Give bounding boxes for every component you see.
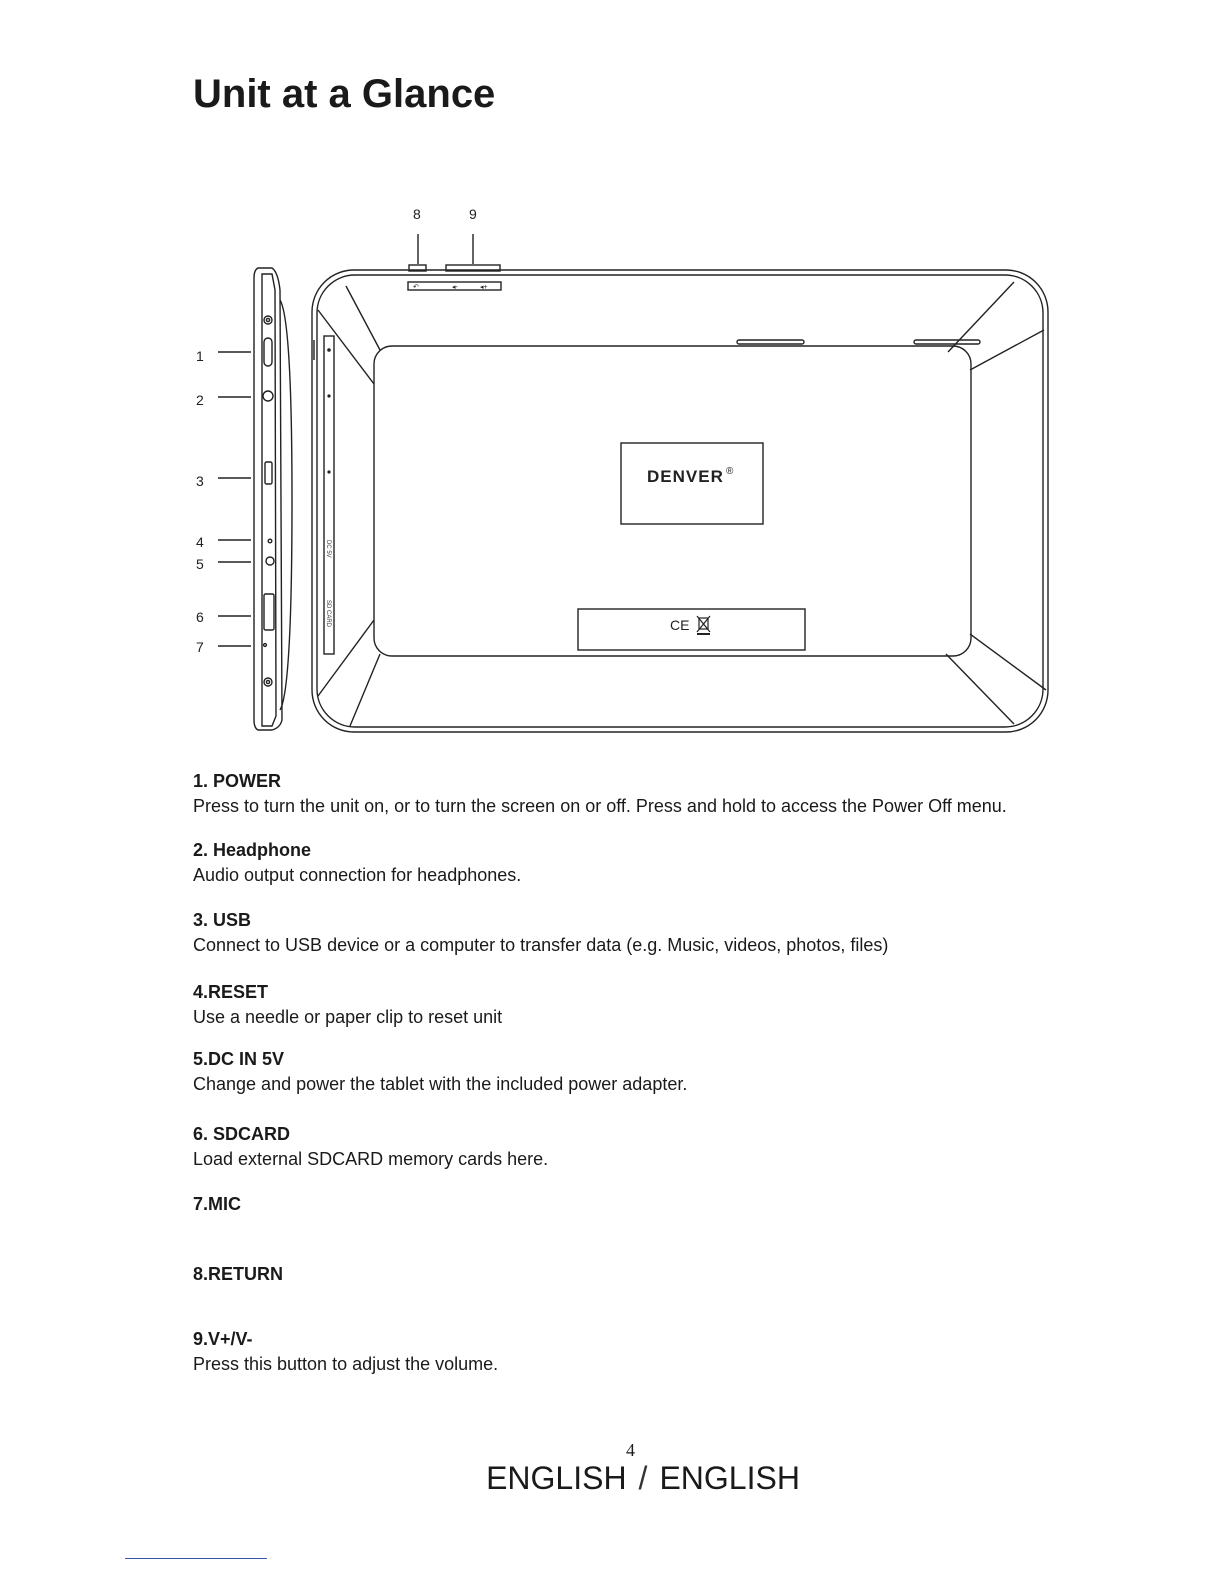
ce-mark: CE xyxy=(670,617,690,633)
item-text: Press this button to adjust the volume. xyxy=(193,1354,499,1374)
return-icon: ↶ xyxy=(413,284,419,291)
callout-9: 9 xyxy=(469,206,477,222)
callout-5: 5 xyxy=(196,556,204,572)
callout-2: 2 xyxy=(196,392,204,408)
item-text: Use a needle or paper clip to reset unit xyxy=(193,1007,503,1027)
item-heading: 1. POWER xyxy=(193,771,282,791)
footer-lang-right: ENGLISH xyxy=(659,1460,800,1496)
brand-logo: DENVER xyxy=(647,467,724,486)
callout-7: 7 xyxy=(196,639,204,655)
item-text: Change and power the tablet with the included power adapter. xyxy=(193,1074,688,1094)
item-text: Audio output connection for headphones. xyxy=(193,865,522,885)
item-heading: 6. SDCARD xyxy=(193,1124,291,1144)
item-heading: 7.MIC xyxy=(193,1194,242,1214)
registered-mark: ® xyxy=(726,466,734,477)
item-mic xyxy=(193,1193,241,1215)
callout-3: 3 xyxy=(196,473,204,489)
item-return xyxy=(193,1263,283,1285)
volume-up-icon: ◂+ xyxy=(480,284,488,291)
callout-8: 8 xyxy=(413,206,421,222)
bottom-rule xyxy=(125,1558,267,1559)
callout-1: 1 xyxy=(196,348,204,364)
item-sdcard xyxy=(193,1123,548,1170)
item-text: Press to turn the unit on, or to turn the screen on or off. Press and hold to access the Power Off menu. xyxy=(193,796,1007,816)
tablet-diagram xyxy=(0,0,1224,760)
item-usb xyxy=(193,909,888,956)
item-reset xyxy=(193,981,502,1028)
item-headphone xyxy=(193,839,521,886)
item-heading: 3. USB xyxy=(193,910,252,930)
volume-down-icon: ◂- xyxy=(452,284,458,291)
side-label-sd: SD CARD xyxy=(325,600,331,628)
item-heading: 5.DC IN 5V xyxy=(193,1049,285,1069)
item-volume xyxy=(193,1328,498,1375)
item-heading: 2. Headphone xyxy=(193,840,312,860)
item-dc-in xyxy=(193,1048,687,1095)
weee-bin-icon xyxy=(697,616,710,634)
callout-6: 6 xyxy=(196,609,204,625)
item-text: Load external SDCARD memory cards here. xyxy=(193,1149,549,1169)
item-heading: 9.V+/V- xyxy=(193,1329,253,1349)
footer-lang-left: ENGLISH xyxy=(486,1460,627,1496)
item-heading: 8.RETURN xyxy=(193,1264,284,1284)
item-heading: 4.RESET xyxy=(193,982,269,1002)
item-text: Connect to USB device or a computer to transfer data (e.g. Music, videos, photos, files) xyxy=(193,935,889,955)
page-title: Unit at a Glance xyxy=(193,72,496,116)
footer-language xyxy=(0,1460,1224,1497)
footer-separator: / xyxy=(638,1460,648,1496)
callout-4: 4 xyxy=(196,534,204,550)
item-power xyxy=(193,770,1007,817)
side-label-dc: DC 5V xyxy=(325,540,331,558)
page-number: 4 xyxy=(626,1440,635,1460)
